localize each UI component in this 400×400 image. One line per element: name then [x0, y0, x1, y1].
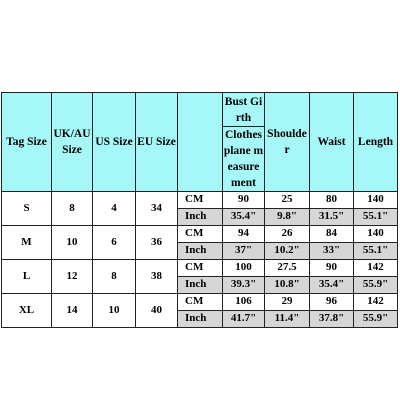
eu-size-cell: 36 — [136, 226, 178, 260]
header-length: Length — [354, 93, 398, 192]
shoulder-inch-cell: 10.2" — [265, 243, 310, 260]
waist-cm-cell: 96 — [310, 294, 354, 311]
shoulder-cm-cell: 29 — [265, 294, 310, 311]
unit-label-inch: Inch — [178, 311, 223, 328]
eu-size-cell: 38 — [136, 260, 178, 294]
length-inch-cell: 55.9" — [354, 311, 398, 328]
waist-cm-cell: 84 — [310, 226, 354, 243]
header-uk-au-size: UK/AU Size — [52, 93, 93, 192]
header-us-size: US Size — [93, 93, 136, 192]
uk-size-cell: 12 — [52, 260, 93, 294]
uk-size-cell: 10 — [52, 226, 93, 260]
length-cm-cell: 142 — [354, 294, 398, 311]
bust-cm-cell: 90 — [223, 192, 265, 209]
waist-inch-cell: 33" — [310, 243, 354, 260]
eu-size-cell: 40 — [136, 294, 178, 328]
bust-inch-cell: 35.4" — [223, 209, 265, 226]
bust-cm-cell: 94 — [223, 226, 265, 243]
length-cm-cell: 142 — [354, 260, 398, 277]
us-size-cell: 8 — [93, 260, 136, 294]
unit-label-inch: Inch — [178, 277, 223, 294]
unit-label-cm: CM — [178, 260, 223, 277]
header-eu-size: EU Size — [136, 93, 178, 192]
waist-inch-cell: 31.5" — [310, 209, 354, 226]
tag-size-cell: L — [2, 260, 52, 294]
shoulder-cm-cell: 27.5 — [265, 260, 310, 277]
unit-label-inch: Inch — [178, 209, 223, 226]
header-shoulder: Shoulder — [265, 93, 310, 192]
shoulder-cm-cell: 26 — [265, 226, 310, 243]
bust-inch-cell: 37" — [223, 243, 265, 260]
uk-size-cell: 14 — [52, 294, 93, 328]
table-row — [2, 294, 398, 311]
bust-cm-cell: 106 — [223, 294, 265, 311]
size-chart-table — [1, 92, 398, 328]
header-unit-blank — [178, 93, 223, 192]
header-tag-size: Tag Size — [2, 93, 52, 192]
uk-size-cell: 8 — [52, 192, 93, 226]
unit-label-cm: CM — [178, 192, 223, 209]
waist-inch-cell: 35.4" — [310, 277, 354, 294]
tag-size-cell: S — [2, 192, 52, 226]
table-row — [2, 226, 398, 243]
length-inch-cell: 55.1" — [354, 209, 398, 226]
eu-size-cell: 34 — [136, 192, 178, 226]
length-inch-cell: 55.1" — [354, 243, 398, 260]
unit-label-cm: CM — [178, 226, 223, 243]
shoulder-inch-cell: 10.8" — [265, 277, 310, 294]
unit-label-inch: Inch — [178, 243, 223, 260]
table-row — [2, 192, 398, 209]
length-inch-cell: 55.9" — [354, 277, 398, 294]
shoulder-cm-cell: 25 — [265, 192, 310, 209]
us-size-cell: 6 — [93, 226, 136, 260]
bust-inch-cell: 41.7" — [223, 311, 265, 328]
shoulder-inch-cell: 9.8" — [265, 209, 310, 226]
length-cm-cell: 140 — [354, 192, 398, 209]
tag-size-cell: M — [2, 226, 52, 260]
waist-cm-cell: 80 — [310, 192, 354, 209]
header-waist: Waist — [310, 93, 354, 192]
us-size-cell: 4 — [93, 192, 136, 226]
bust-cm-cell: 100 — [223, 260, 265, 277]
bust-inch-cell: 39.3" — [223, 277, 265, 294]
table-row — [2, 260, 398, 277]
us-size-cell: 10 — [93, 294, 136, 328]
tag-size-cell: XL — [2, 294, 52, 328]
header-bust-girth: Bust Girth — [223, 93, 265, 127]
shoulder-inch-cell: 11.4" — [265, 311, 310, 328]
waist-cm-cell: 90 — [310, 260, 354, 277]
length-cm-cell: 140 — [354, 226, 398, 243]
unit-label-cm: CM — [178, 294, 223, 311]
header-clothes-plane: Clothes plane measurement — [223, 127, 265, 192]
waist-inch-cell: 37.8" — [310, 311, 354, 328]
